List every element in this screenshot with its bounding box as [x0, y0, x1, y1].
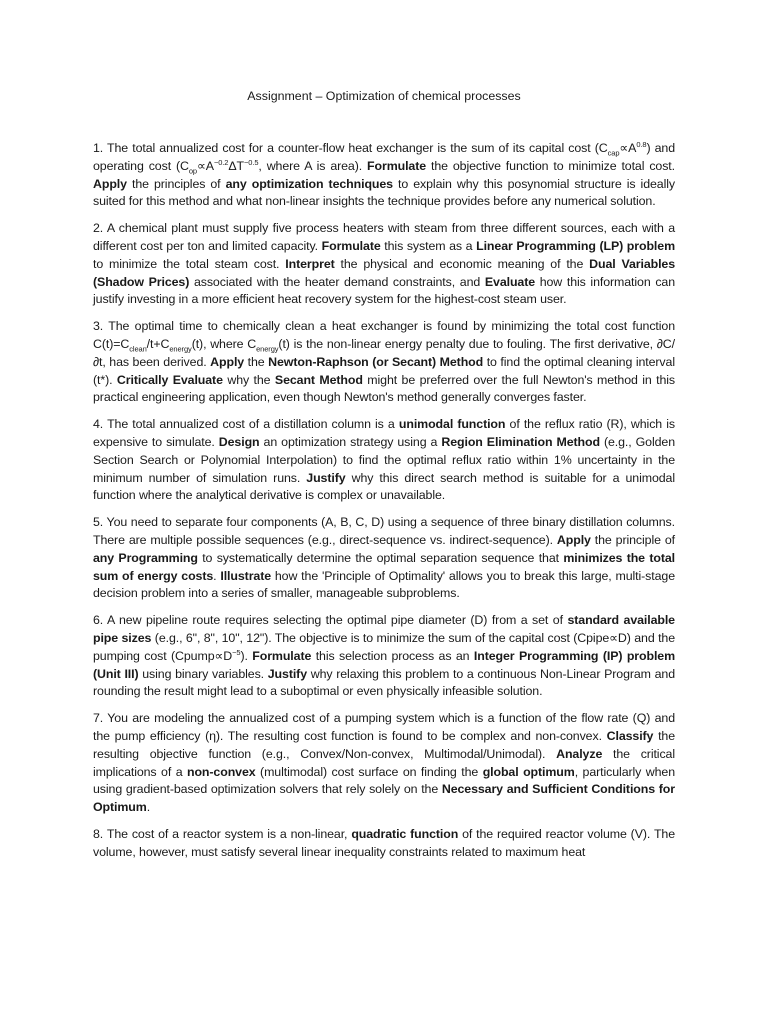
- text-run: (t), where C: [191, 336, 257, 351]
- text-run: the critical implications of a: [93, 746, 676, 779]
- bold-term: Apply: [93, 176, 127, 191]
- bold-term: Illustrate: [220, 568, 272, 583]
- text-run: The optimal time to chemically clean a heat exchanger is found by minimizing the total cost function C(t)=C: [93, 319, 675, 351]
- text-run: the principles of: [126, 176, 226, 191]
- question-number: 5.: [93, 515, 104, 530]
- bold-term: Dual Variables (Shadow Prices): [93, 256, 675, 289]
- text-run: (t) is the non-linear energy penalty due to fouling. The first derivative, ∂C/∂t, has been derived.: [93, 336, 675, 369]
- text-run: the objective function to minimize total cost.: [426, 158, 675, 173]
- question-6: [93, 612, 675, 701]
- question-list: [93, 140, 675, 870]
- text-run: using binary variables.: [138, 666, 268, 681]
- text-run: to find the optimal cleaning interval (t*).: [93, 354, 675, 387]
- text-run: why this direct search method is suitable for a unimodal function where the analytical derivative is complex or unavailable.: [93, 470, 675, 503]
- question-number: 8.: [93, 826, 104, 841]
- superscript: 0.8: [636, 139, 647, 149]
- subscript: clean: [129, 344, 147, 354]
- text-run: The total annualized cost for a counter-flow heat exchanger is the sum of its capital cost (C: [107, 141, 608, 155]
- text-run: the physical and economic meaning of the: [334, 256, 590, 271]
- text-run: an optimization strategy using a: [259, 434, 442, 449]
- text-run: (e.g., 6", 8", 10", 12"). The objective is to minimize the sum of the capital cost (Cpipe∝D) and the pumping cost (Cpump∝D: [93, 630, 675, 663]
- text-run: of the required reactor volume (V). The volume, however, must satisfy several linear inequality constraints related to maximum heat: [93, 826, 675, 859]
- question-number: 3.: [93, 319, 104, 334]
- question-number: 2.: [93, 221, 104, 236]
- bold-term: Interpret: [285, 256, 335, 271]
- superscript: −5: [232, 647, 241, 657]
- question-number: 1.: [93, 141, 104, 155]
- bold-term: Necessary and Sufficient Conditions for Optimum: [93, 782, 675, 815]
- text-run: .: [146, 800, 151, 815]
- question-5: [93, 514, 675, 603]
- text-run: You need to separate four components (A, B, C, D) using a sequence of three binary distillation columns. There are multiple possible sequences (e.g., direct-sequence vs. indirect-sequence).: [93, 515, 675, 547]
- bold-term: Formulate: [367, 158, 427, 173]
- bold-term: Classify: [606, 728, 654, 743]
- bold-term: non-convex: [187, 764, 256, 779]
- text-run: ∝A: [197, 158, 214, 173]
- text-run: this system as a: [380, 238, 477, 253]
- text-run: (e.g., Golden Section Search or Polynomial Interpolation) to find the optimal reflux ratio within 1% uncertainty in the minimum number of simulation runs.: [93, 434, 675, 485]
- text-run: A new pipeline route requires selecting the optimal pipe diameter (D) from a set of: [106, 613, 568, 628]
- bold-term: Justify: [267, 666, 308, 681]
- text-run: ∝A: [619, 141, 637, 155]
- bold-term: Apply: [556, 532, 591, 547]
- text-run: ΔT: [228, 158, 244, 173]
- question-2: [93, 220, 675, 309]
- bold-term: global optimum: [482, 764, 575, 779]
- bold-term: Analyze: [556, 746, 603, 761]
- question-3: [93, 318, 675, 407]
- text-run: how this information can justify investing in a more efficient heat recovery system for the highest-cost steam user.: [93, 274, 675, 307]
- text-run: the principle of: [590, 532, 675, 547]
- text-run: to systematically determine the optimal separation sequence that: [197, 550, 564, 565]
- subscript: op: [188, 166, 198, 176]
- text-run: how the 'Principle of Optimality' allows you to break this large, multi-stage decision problem into a series of smaller, manageable subproblems.: [93, 568, 675, 601]
- text-run: to explain why this posynomial structure is ideally suited for this method and what non-linear insights the technique provides before any numerical solution.: [93, 176, 675, 209]
- question-1: [93, 140, 675, 211]
- text-run: A chemical plant must supply five process heaters with steam from three different sources, each with a different cost per ton and limited capacity.: [93, 221, 675, 253]
- subscript: cap: [607, 148, 620, 158]
- text-run: /t+C: [146, 336, 170, 351]
- text-run: this selection process as an: [311, 648, 474, 663]
- bold-term: any optimization techniques: [225, 176, 393, 191]
- question-number: 6.: [93, 613, 104, 628]
- text-run: to minimize the total steam cost.: [93, 256, 286, 271]
- bold-term: standard available pipe sizes: [93, 613, 675, 645]
- text-run: might be preferred over the full Newton's method in this practical engineering application, even though Newton's method generally converges faster.: [93, 372, 676, 405]
- text-run: The cost of a reactor system is a non-linear,: [106, 826, 352, 841]
- text-run: the resulting objective function (e.g., Convex/Non-convex, Multimodal/Unimodal).: [93, 728, 675, 761]
- superscript: −0.5: [244, 157, 259, 167]
- document-title: Assignment – Optimization of chemical processes: [247, 89, 521, 103]
- text-run: of the reflux ratio (R), which is expensive to simulate.: [93, 417, 675, 449]
- bold-term: Linear Programming (LP) problem: [476, 238, 675, 253]
- bold-term: Secant Method: [274, 372, 363, 387]
- question-number: 4.: [93, 417, 104, 432]
- text-run: why relaxing this problem to a continuous Non-Linear Program and rounding the result might lead to a suboptimal or even physically infeasible solution.: [93, 666, 676, 699]
- subscript: energy: [256, 344, 279, 354]
- text-run: the: [244, 354, 269, 369]
- text-run: associated with the heater demand constraints, and: [189, 274, 485, 289]
- subscript: energy: [169, 344, 192, 354]
- question-number: 7.: [93, 711, 104, 726]
- question-7: [93, 710, 675, 817]
- bold-term: Design: [218, 434, 260, 449]
- text-run: , particularly when using gradient-based optimization solvers that rely solely on the: [93, 764, 676, 797]
- bold-term: Integer Programming (IP) problem (Unit III): [93, 648, 675, 681]
- bold-term: Region Elimination Method: [441, 434, 600, 449]
- bold-term: Critically Evaluate: [116, 372, 223, 387]
- text-run: You are modeling the annualized cost of a pumping system which is a function of the flow rate (Q) and the pump efficiency (η). The resulting cost function is found to be complex and non-convex.: [93, 711, 675, 743]
- question-8: [93, 826, 675, 862]
- bold-term: quadratic function: [351, 826, 459, 841]
- text-run: .: [213, 568, 221, 583]
- bold-term: minimizes the total sum of energy costs: [93, 550, 675, 583]
- bold-term: Justify: [306, 470, 346, 485]
- text-run: ).: [240, 648, 253, 663]
- bold-term: any Programming: [93, 550, 198, 565]
- text-run: ) and operating cost (C: [93, 141, 675, 173]
- bold-term: unimodal function: [398, 417, 506, 432]
- bold-term: Formulate: [321, 238, 381, 253]
- bold-term: Evaluate: [484, 274, 536, 289]
- bold-term: Apply: [210, 354, 245, 369]
- question-4: [93, 416, 675, 505]
- text-run: , where A is area).: [258, 158, 368, 173]
- superscript: −0.2: [213, 157, 229, 167]
- text-run: (multimodal) cost surface on finding the: [255, 764, 483, 779]
- text-run: why the: [222, 372, 275, 387]
- bold-term: Formulate: [252, 648, 312, 663]
- bold-term: Newton-Raphson (or Secant) Method: [268, 354, 484, 369]
- text-run: The total annualized cost of a distillation column is a: [107, 417, 399, 432]
